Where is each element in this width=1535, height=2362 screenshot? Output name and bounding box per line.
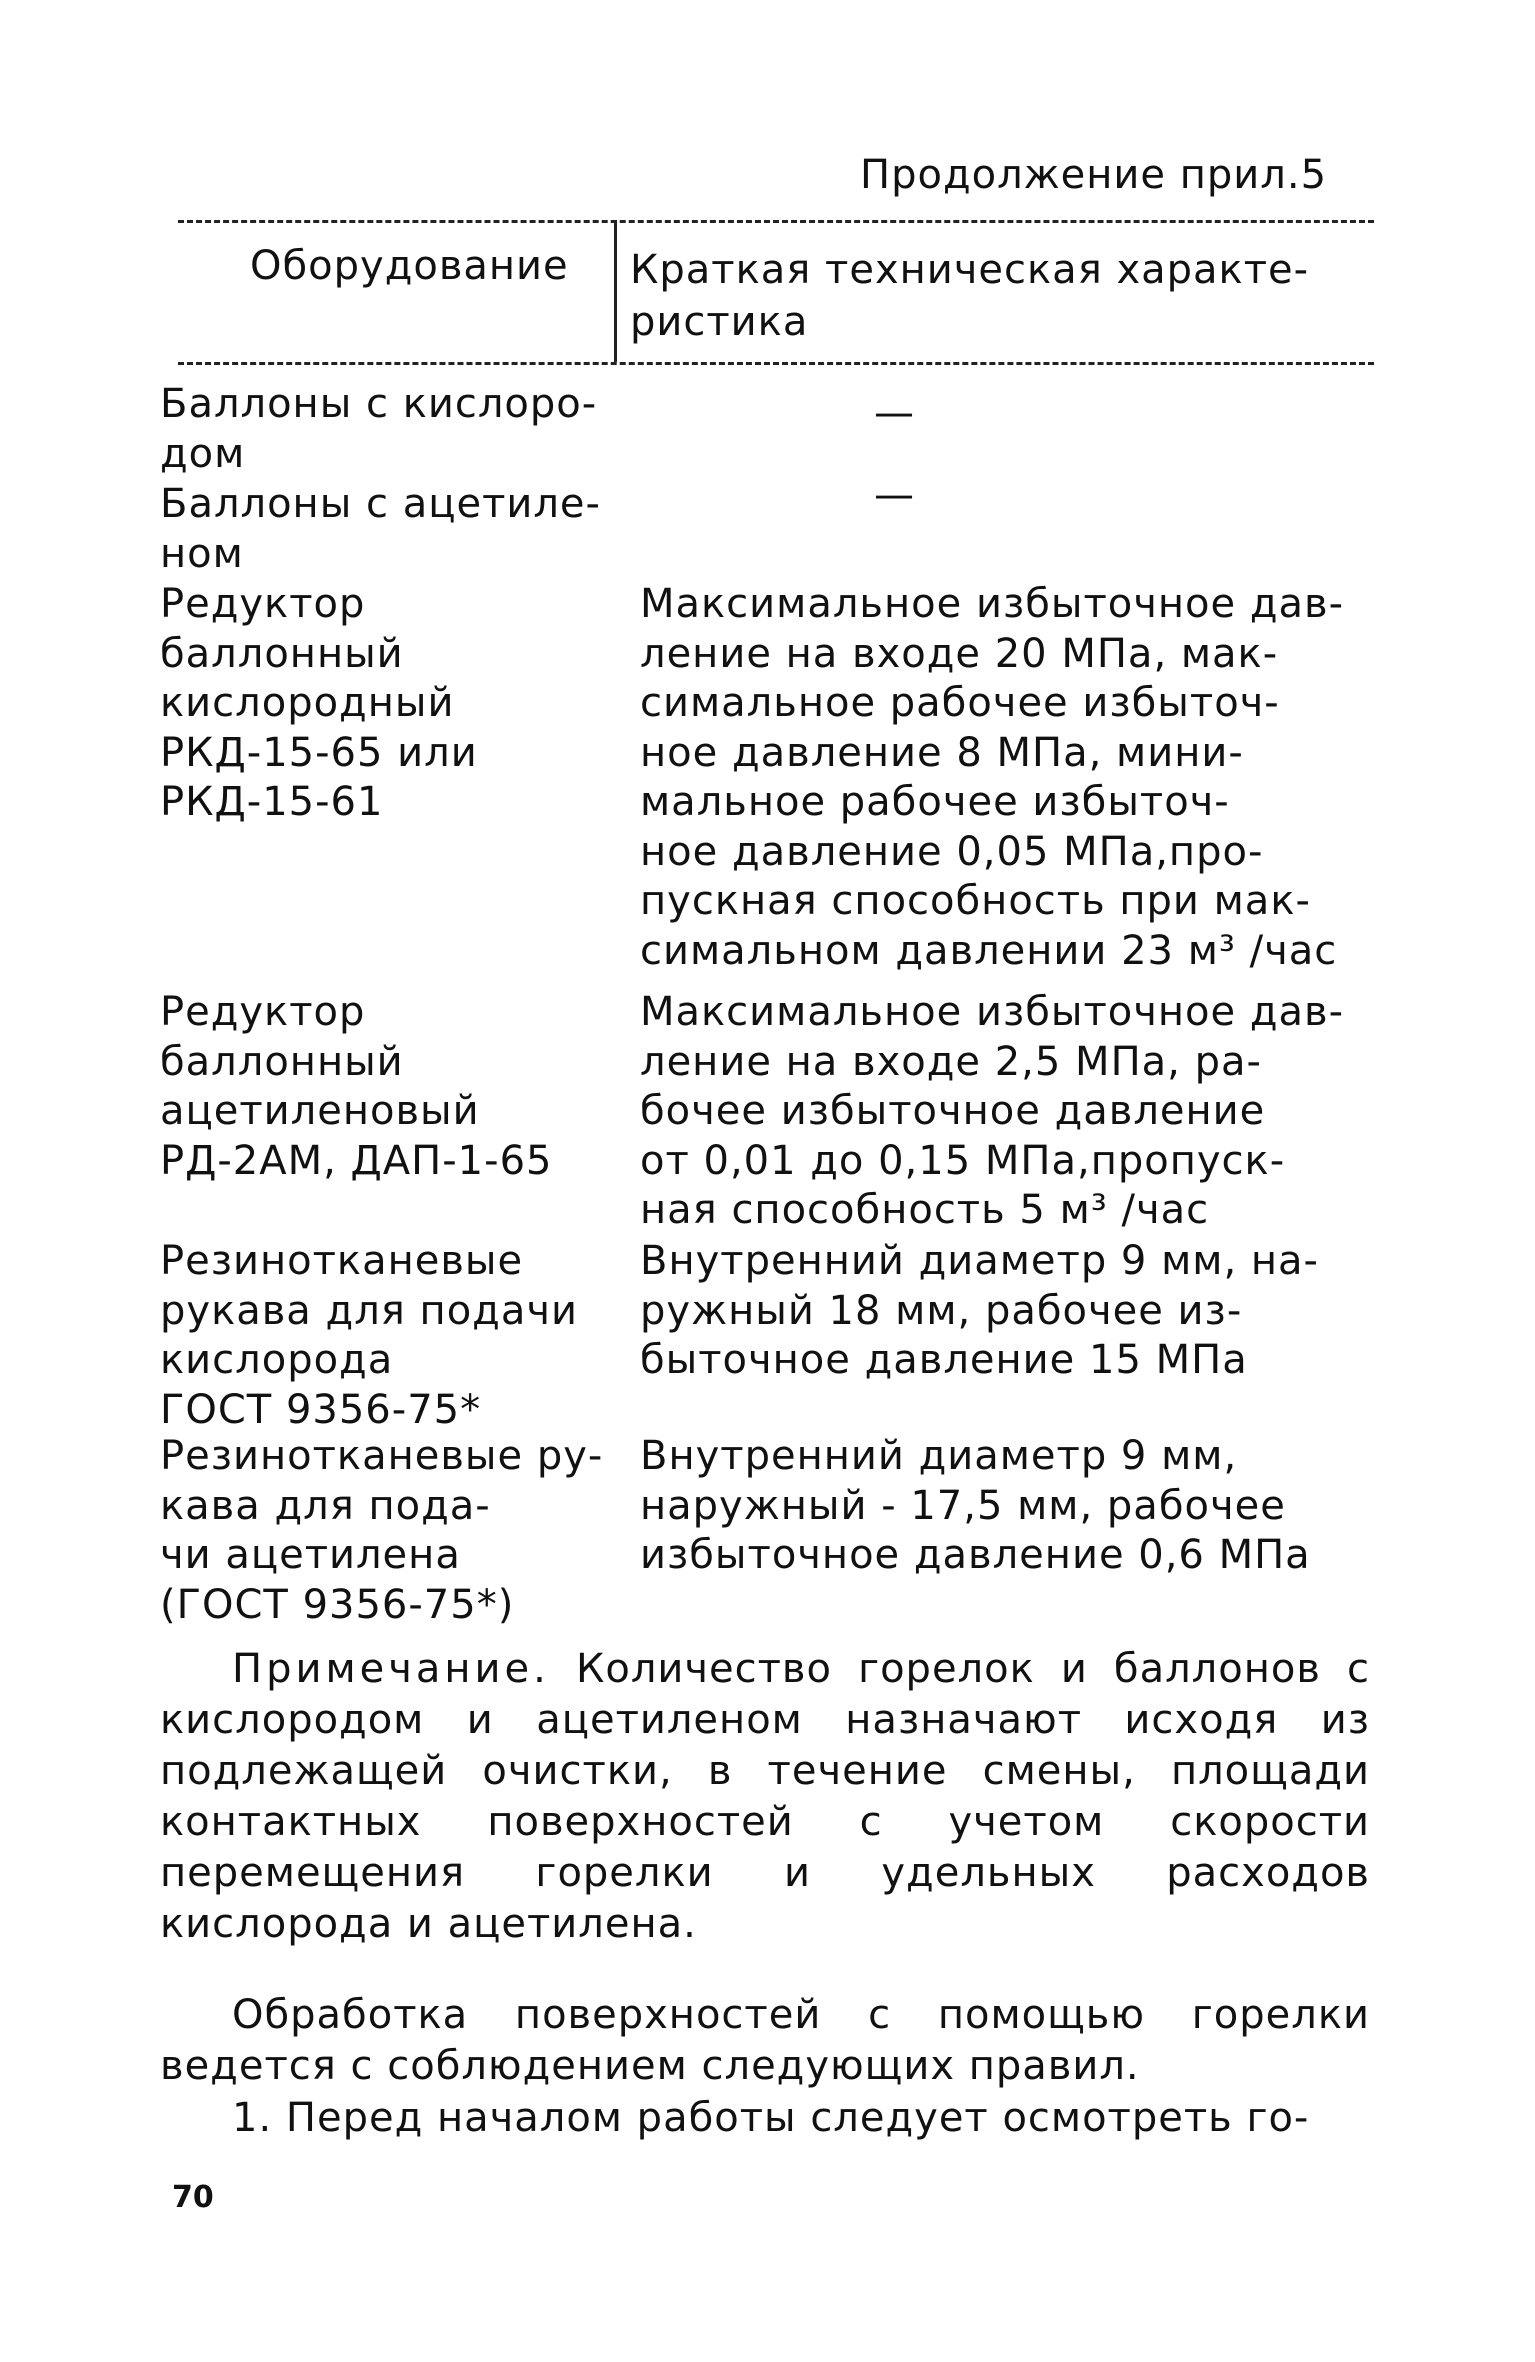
characteristics-cell: Максимальное избыточное дав- ление на входе 20 МПа, мак- симальное рабочее избыточ- ное давление 8 МПа, мини- мальное рабочее избыточ- ное давление 0,05 МПа,про- пускная способность при мак- симальном давлении 23 м³ /час: [640, 581, 1344, 974]
equipment-cell: Редуктор баллонный кислородный РКД-15-65 или РКД-15-61: [160, 581, 478, 825]
header-column-divider: [614, 220, 617, 362]
equipment-cell: Баллоны с кислоро- дом: [160, 381, 598, 477]
note-text: Количество горелок и баллонов с кислородом и ацетиленом назначают исходя из подлежащей очистки, в течение смены, площади контактных поверхностей с учетом скорости перемещения горелки и удельных расходов кислорода и ацетилена.: [160, 1646, 1370, 1947]
equipment-cell: Баллоны с ацетиле- ном: [160, 481, 601, 577]
equipment-cell: Резинотканевые ру- кава для пода- чи ацетилена (ГОСТ 9356-75*): [160, 1433, 604, 1628]
empty-characteristics-dash: —: [874, 472, 914, 518]
characteristics-cell: Максимальное избыточное дав- ление на входе 2,5 МПа, ра- бочее избыточное давление от 0,01 до 0,15 МПа,пропуск- ная способность 5 м³ /час: [640, 989, 1344, 1233]
table-header-rule: [178, 362, 1374, 365]
characteristics-cell: Внутренний диаметр 9 мм, на- ружный 18 мм, рабочее из- быточное давление 15 МПа: [640, 1238, 1319, 1383]
body-paragraph: 1. Перед началом работы следует осмотреть го-: [232, 2095, 1310, 2141]
characteristics-cell: Внутренний диаметр 9 мм, наружный - 17,5 мм, рабочее избыточное давление 0,6 МПа: [640, 1433, 1311, 1578]
body-paragraph: Обработка поверхностей с помощью горелки ведется с соблюдением следующих правил.: [160, 1992, 1370, 2089]
equipment-cell: Редуктор баллонный ацетиленовый РД-2АМ, ДАП-1-65: [160, 989, 553, 1184]
table-top-rule: [178, 220, 1374, 223]
column-header-equipment: Оборудование: [250, 243, 569, 289]
page-number: 70: [172, 2180, 214, 2215]
continuation-label: Продолжение прил.5: [860, 152, 1328, 198]
equipment-cell: Резинотканевые рукава для подачи кислорода ГОСТ 9356-75*: [160, 1238, 578, 1433]
note-paragraph: [160, 1644, 1370, 1950]
column-header-characteristics: Краткая техническая характе- ристика: [630, 247, 1310, 345]
empty-characteristics-dash: —: [874, 390, 914, 436]
note-label: Примечание.: [232, 1646, 550, 1692]
